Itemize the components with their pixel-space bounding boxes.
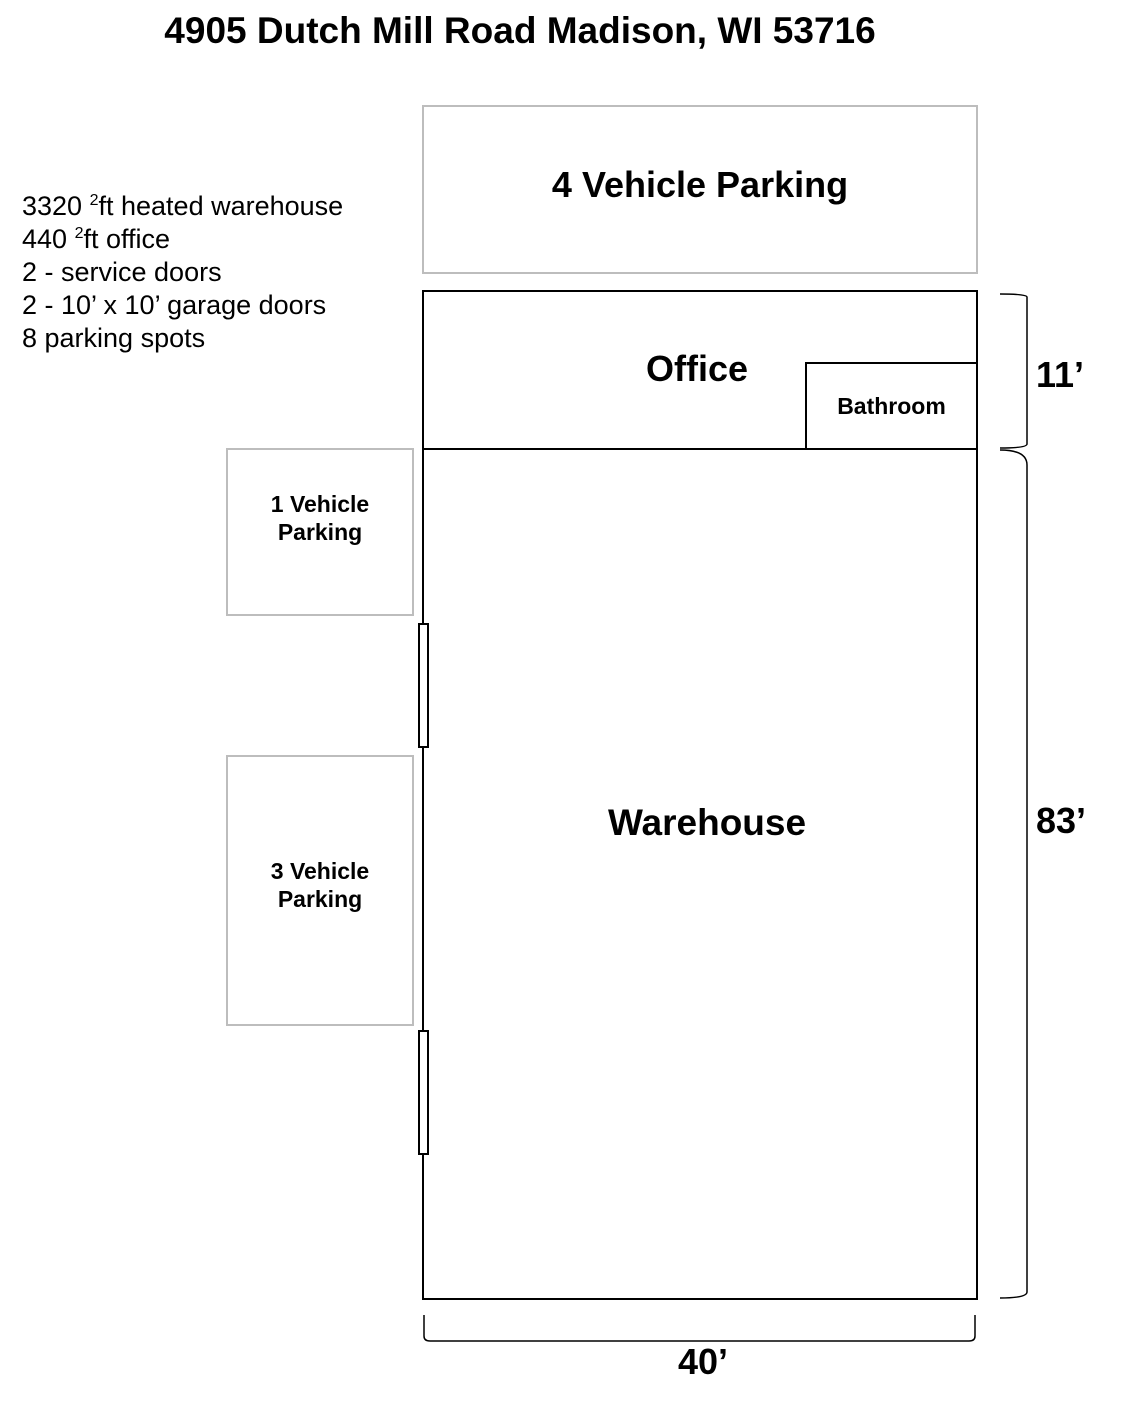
warehouse-depth-bracket: [1000, 450, 1027, 1298]
diagram-title: 4905 Dutch Mill Road Madison, WI 53716: [164, 10, 876, 51]
spec-service-doors: 2 - service doors: [22, 257, 222, 287]
spec-garage-doors: 2 - 10’ x 10’ garage doors: [22, 290, 327, 320]
spec-warehouse-area: 3320 $^2$ft heated warehouse: [22, 191, 344, 221]
office-depth-label: 11’: [1036, 354, 1085, 395]
spec-parking-spots: 8 parking spots: [22, 323, 206, 353]
width-bracket: [424, 1315, 975, 1341]
parking-area-top-label: 4 Vehicle Parking: [551, 163, 849, 205]
office-depth-bracket: [1000, 294, 1027, 448]
parking-area-left-1-label: 1 Vehicle Parking: [270, 491, 370, 545]
building-width-label: 40’: [678, 1341, 729, 1382]
warehouse-label: Warehouse: [608, 802, 807, 843]
office-label: Office: [646, 348, 749, 389]
spec-office-area: 440 $^2$ft office: [22, 224, 171, 254]
parking-area-left-3-label: 3 Vehicle Parking: [270, 857, 370, 912]
warehouse-depth-label: 83’: [1036, 800, 1087, 841]
bathroom-label: Bathroom: [837, 392, 946, 419]
